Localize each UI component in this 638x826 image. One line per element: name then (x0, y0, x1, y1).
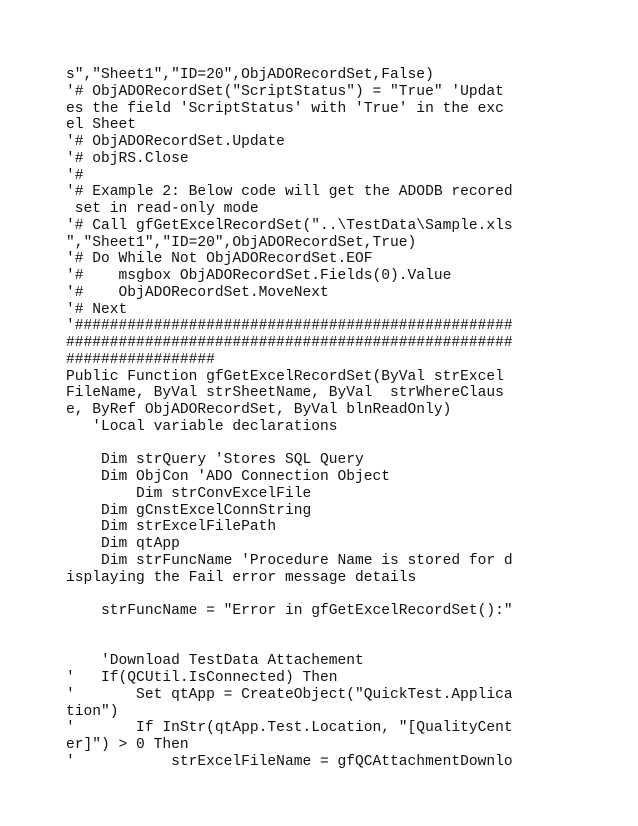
code-line: isplaying the Fail error message details (66, 569, 417, 586)
code-line: s","Sheet1","ID=20",ObjADORecordSet,False) (66, 67, 434, 83)
code-line: '# ObjADORecordSet("ScriptStatus") = "True" 'Updat (66, 83, 504, 100)
code-line: '# Do While Not ObjADORecordSet.EOF (66, 251, 373, 268)
code-line: '# Call gfGetExcelRecordSet("..\TestData\Sample.xls (66, 217, 513, 234)
code-line: Dim strFuncName 'Procedure Name is stored for d (66, 552, 513, 569)
code-line: set in read-only mode (66, 201, 259, 217)
code-line: Public Function gfGetExcelRecordSet(ByVal strExcel (66, 368, 504, 385)
code-line: ' If(QCUtil.IsConnected) Then (66, 670, 338, 686)
code-line: '# objRS.Close (66, 150, 189, 167)
code-line: '# (66, 167, 84, 184)
code-line: '# msgbox ObjADORecordSet.Fields(0).Value (66, 268, 452, 284)
code-line: Dim strConvExcelFile (66, 485, 312, 502)
code-line: ' Set qtApp = CreateObject("QuickTest.Applica (66, 686, 513, 703)
code-line: '# Next (66, 301, 128, 318)
code-line: 'Download TestData Attachement (66, 653, 364, 670)
code-line: tion") (66, 703, 119, 720)
code-line: es the field 'ScriptStatus' with 'True' in the exc (66, 100, 504, 117)
code-line (66, 436, 513, 453)
code-line: e, ByRef ObjADORecordSet, ByVal blnReadOnly) (66, 402, 452, 418)
code-line: ################################################### (66, 335, 513, 351)
code-line: er]") > 0 Then (66, 737, 189, 753)
code-listing (66, 67, 513, 771)
code-line: '# Example 2: Below code will get the ADODB recored (66, 184, 513, 201)
code-line: el Sheet (66, 117, 137, 134)
code-line: Dim qtApp (66, 536, 180, 552)
code-line: ################# (66, 351, 215, 368)
code-line: Dim ObjCon 'ADO Connection Object (66, 469, 391, 485)
code-line: ' If InStr(qtApp.Test.Location, "[QualityCent (66, 720, 513, 737)
code-line: Dim strQuery 'Stores SQL Query (66, 452, 364, 469)
code-line: Dim strExcelFilePath (66, 519, 277, 536)
code-line: '################################################## (66, 318, 513, 335)
code-line: Dim gCnstExcelConnString (66, 502, 312, 519)
code-line (66, 637, 513, 654)
code-line: 'Local variable declarations (66, 418, 338, 435)
code-line: ' strExcelFileName = gfQCAttachmentDownlo (66, 753, 513, 770)
code-line (66, 620, 513, 637)
code-line: FileName, ByVal strSheetName, ByVal strWhereClaus (66, 385, 504, 402)
code-line (66, 586, 513, 603)
code-line: ","Sheet1","ID=20",ObjADORecordSet,True) (66, 234, 417, 251)
code-line: '# ObjADORecordSet.MoveNext (66, 284, 329, 301)
code-line: strFuncName = "Error in gfGetExcelRecordSet():" (66, 603, 513, 619)
code-line: '# ObjADORecordSet.Update (66, 134, 285, 150)
